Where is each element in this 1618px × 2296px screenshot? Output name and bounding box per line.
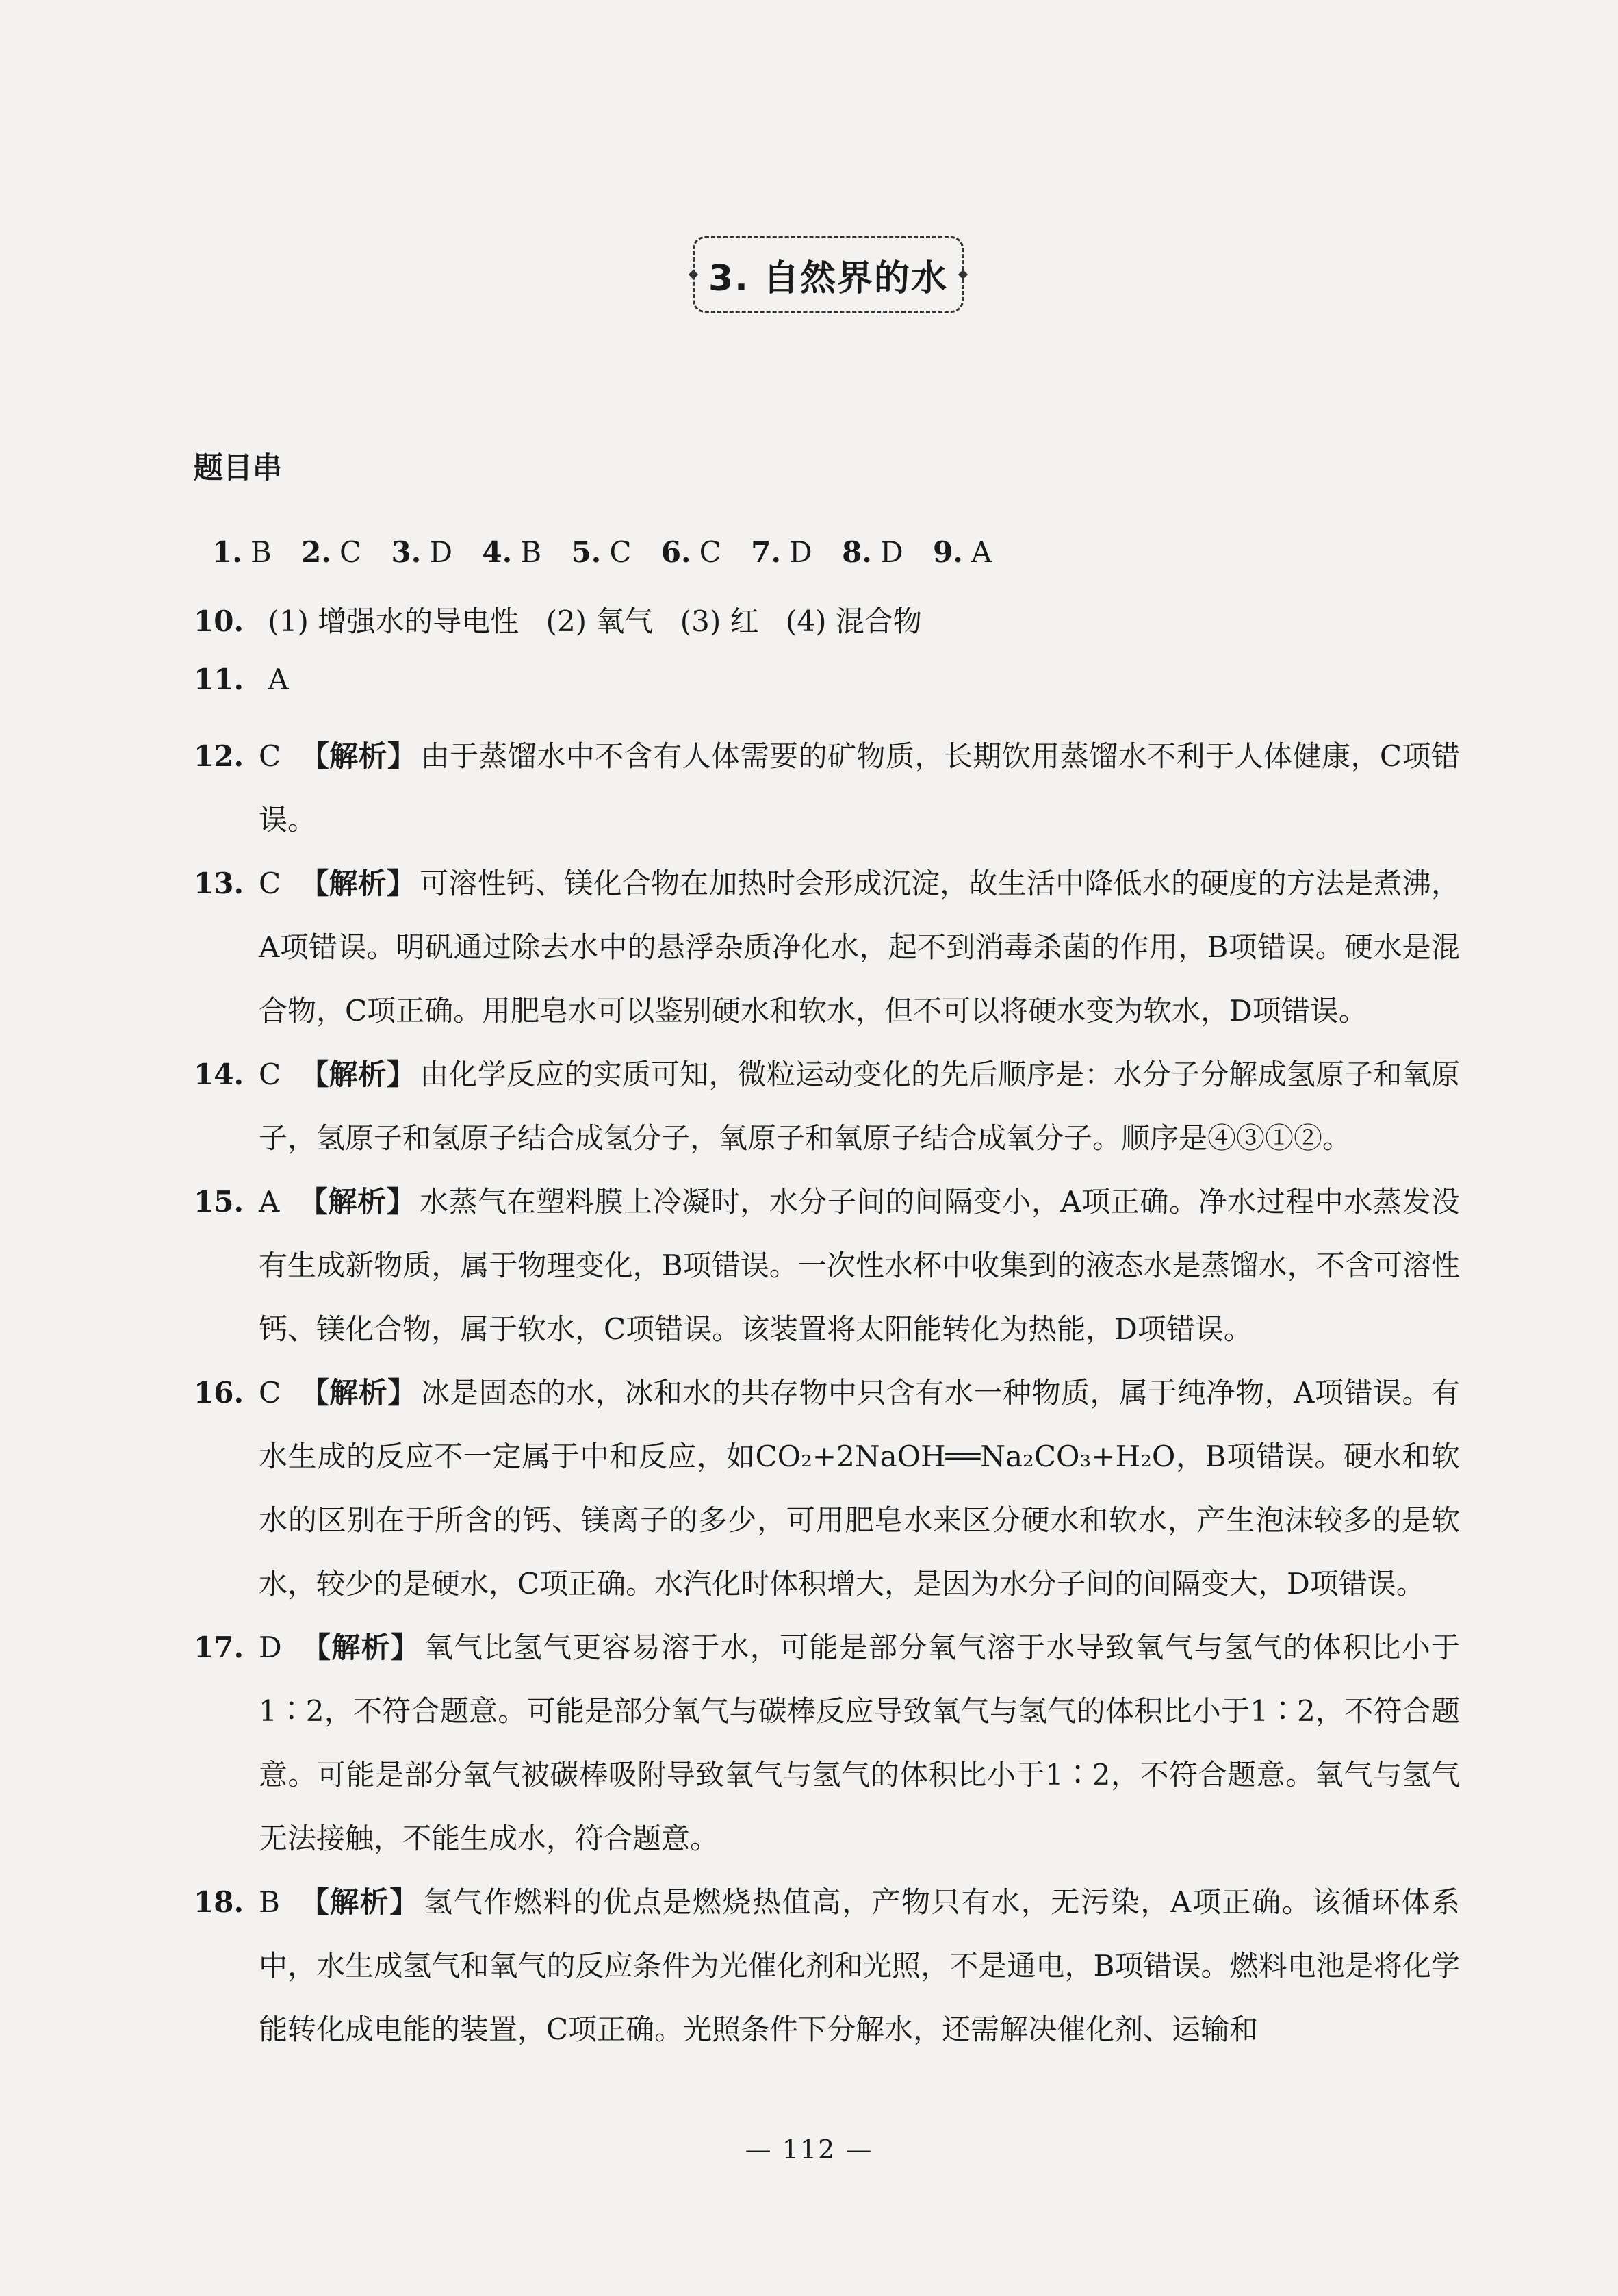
answer-part: (4) 混合物 [786,604,922,638]
answer-item [194,1043,1460,1170]
section-heading: 题目串 [194,451,282,485]
answer-item [194,1616,1460,1870]
answer-item [194,1361,1460,1616]
question-number: 12. [194,739,244,773]
analysis-tag: 【解析】 [300,1058,416,1091]
quick-answer: 6. C [660,535,721,569]
answer-choice: C [259,1058,281,1091]
analysis-tag: 【解析】 [300,867,416,900]
page-title: 3. 自然界的水 [708,257,949,299]
analysis-text: 氢气作燃料的优点是燃烧热值高，产物只有水，无污染，A项正确。该循环体系中，水生成氢气和氧气的反应条件为光催化剂和光照，不是通电，B项错误。燃料电池是将化学能转化成电能的装置，C项正确。光照条件下分解水，还需解决催化剂、运输和 [259,1885,1460,2046]
question-number: 11. [194,663,244,696]
analysis-text: 冰是固态的水，冰和水的共存物中只含有水一种物质，属于纯净物，A项错误。有水生成的反应不一定属于中和反应，如CO₂+2NaOH══Na₂CO₃+H₂O，B项错误。硬水和软水的区别在于所含的钙、镁离子的多少，可用肥皂水来区分硬水和软水，产生泡沫较多的是软水，较少的是硬水，C项正确。水汽化时体积增大，是因为水分子间的间隔变大，D项错误。 [259,1376,1460,1600]
answer-part: (3) 红 [680,604,759,638]
answer-choice: C [259,867,281,900]
analysis-text: 可溶性钙、镁化合物在加热时会形成沉淀，故生活中降低水的硬度的方法是煮沸，A项错误。明矾通过除去水中的悬浮杂质净化水，起不到消毒杀菌的作用，B项错误。硬水是混合物，C项正确。用肥皂水可以鉴别硬水和软水，但不可以将硬水变为软水，D项错误。 [259,867,1460,1028]
question-number: 15. [194,1185,244,1219]
quick-answer: 4. B [482,535,542,569]
question-number: 18. [194,1885,244,1919]
answer-11 [194,663,289,696]
analysis-tag: 【解析】 [300,1631,421,1664]
analysis-tag: 【解析】 [298,1185,416,1219]
analysis-tag: 【解析】 [300,739,417,773]
explained-answers [194,724,1460,2061]
answer-item [194,1870,1460,2061]
quick-answer: 7. D [751,535,812,569]
analysis-text: 水蒸气在塑料膜上冷凝时，水分子间的间隔变小，A项正确。净水过程中水蒸发没有生成新物质，属于物理变化，B项错误。一次性水杯中收集到的液态水是蒸馏水，不含可溶性钙、镁化合物，属于软水，C项错误。该装置将太阳能转化为热能，D项错误。 [259,1185,1460,1346]
question-number: 17. [194,1631,244,1664]
answer-choice: A [259,1185,280,1219]
answer-part: (2) 氧气 [545,604,654,638]
answer-part: (1) 增强水的导电性 [268,604,519,638]
analysis-tag: 【解析】 [298,1885,420,1919]
quick-answer: 5. C [571,535,632,569]
analysis-text: 由于蒸馏水中不含有人体需要的矿物质，长期饮用蒸馏水不利于人体健康，C项错误。 [259,739,1460,837]
question-number: 10. [194,604,244,638]
quick-answers-row [212,535,1012,569]
answer-choice: C [259,739,281,773]
quick-answer: 8. D [842,535,903,569]
quick-answer: 2. C [301,535,362,569]
answer-item [194,852,1460,1043]
answer-choice: B [259,1885,280,1919]
quick-answer: 3. D [391,535,452,569]
answer-10 [194,599,940,640]
analysis-text: 氧气比氢气更容易溶于水，可能是部分氧气溶于水导致氧气与氢气的体积比小于1∶2，不符合题意。可能是部分氧气与碳棒反应导致氧气与氢气的体积比小于1∶2，不符合题意。可能是部分氧气被碳棒吸附导致氧气与氢气的体积比小于1∶2，不符合题意。氧气与氢气无法接触，不能生成水，符合题意。 [259,1631,1460,1855]
answer-choice: C [259,1376,281,1410]
answer-choice: A [268,663,289,696]
question-number: 14. [194,1058,244,1091]
answer-item [194,1170,1460,1361]
quick-answer: 9. A [932,535,992,569]
question-number: 13. [194,867,244,900]
answer-choice: D [259,1631,282,1664]
answer-item [194,724,1460,852]
page-number: — 112 — [745,2134,873,2165]
question-number: 16. [194,1376,244,1410]
quick-answer: 1. B [212,535,272,569]
analysis-text: 由化学反应的实质可知，微粒运动变化的先后顺序是：水分子分解成氢原子和氧原子，氢原子和氢原子结合成氢分子，氧原子和氧原子结合成氧分子。顺序是④③①②。 [259,1058,1460,1155]
title-frame [693,236,964,313]
analysis-tag: 【解析】 [300,1376,417,1410]
